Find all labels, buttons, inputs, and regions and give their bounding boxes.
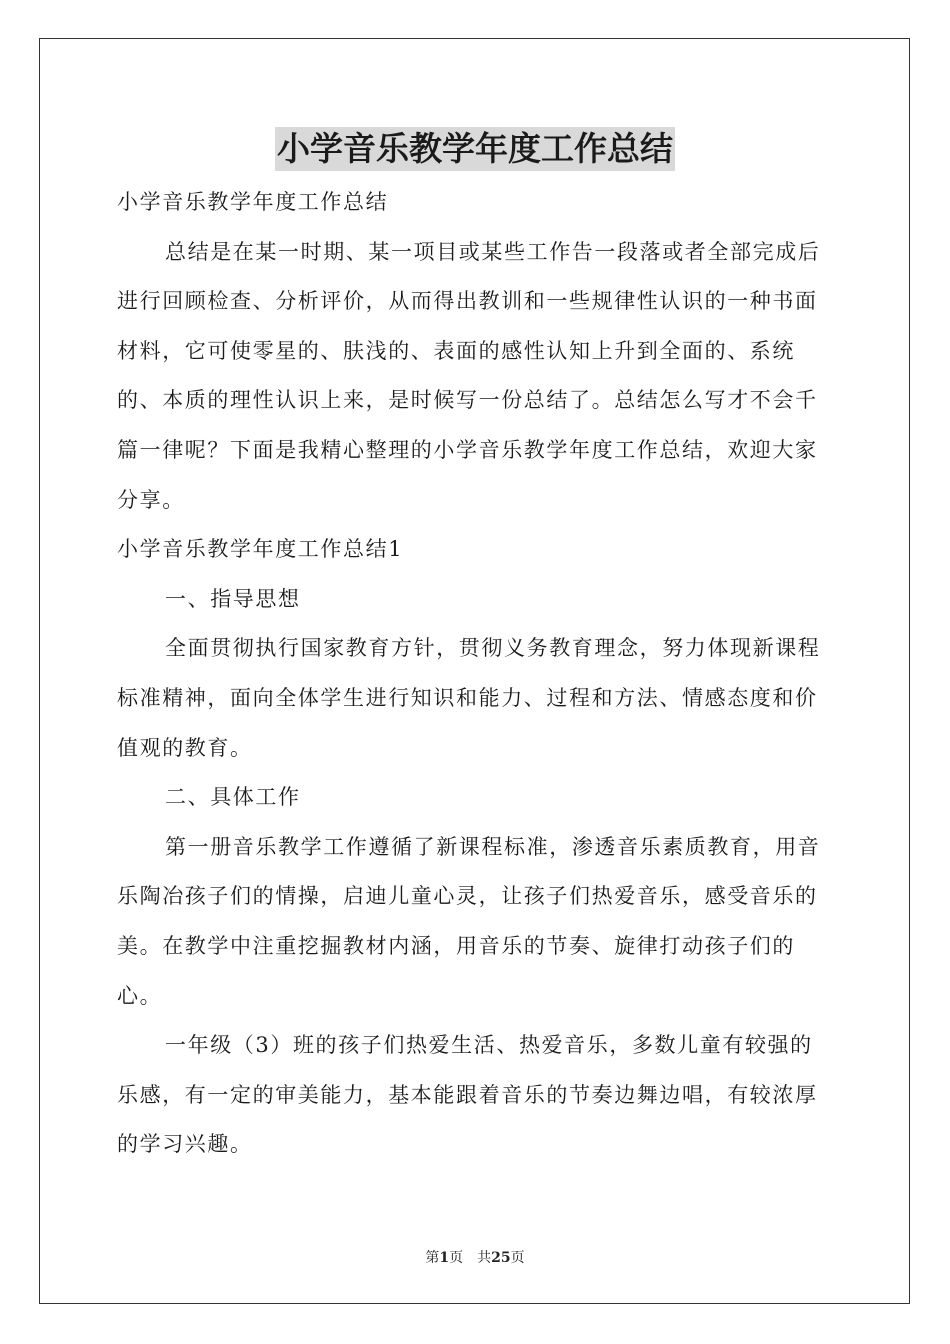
document-body (117, 178, 833, 1170)
heading-guiding-ideology: 一、指导思想 (165, 586, 301, 611)
title-container (0, 127, 950, 171)
page-total-number: 25 (491, 1250, 511, 1266)
page-current-number: 1 (439, 1250, 450, 1266)
page-footer (0, 1248, 950, 1268)
heading-specific-work: 二、具体工作 (165, 785, 301, 810)
guiding-ideology-paragraph: 全面贯彻执行国家教育方针，贯彻义务教育理念，努力体现新课程标准精神，面向全体学生进行知识和能力、过程和方法、情感态度和价值观的教育。 (117, 636, 821, 760)
section-heading: 小学音乐教学年度工作总结1 (117, 537, 404, 562)
class-description-paragraph: 一年级（3）班的孩子们热爱生活、热爱音乐，多数儿童有较强的乐感，有一定的审美能力，基本能跟着音乐的节奏边舞边唱，有较浓厚的学习兴趣。 (117, 1033, 818, 1157)
specific-work-paragraph: 第一册音乐教学工作遵循了新课程标准，渗透音乐素质教育，用音乐陶冶孩子们的情操，启迪儿童心灵，让孩子们热爱音乐，感受音乐的美。在教学中注重挖掘教材内涵，用音乐的节奏、旋律打动孩子们的心。 (117, 834, 821, 1008)
total-unit: 页 (510, 1250, 525, 1266)
subtitle-paragraph: 小学音乐教学年度工作总结 (117, 190, 389, 214)
intro-paragraph: 总结是在某一时期、某一项目或某些工作告一段落或者全部完成后进行回顾检查、分析评价，从而得出教训和一些规律性认识的一种书面材料，它可使零星的、肤浅的、表面的感性认知上升到全面的、系统的、本质的理性认识上来，是时候写一份总结了。总结怎么写才不会千篇一律呢？下面是我精心整理的小学音乐教学年度工作总结，欢迎大家分享。 (117, 239, 821, 512)
document-title: 小学音乐教学年度工作总结 (275, 127, 675, 171)
total-prefix: 共 (477, 1250, 492, 1266)
page-prefix: 第 (425, 1250, 440, 1266)
page-unit: 页 (449, 1250, 464, 1266)
